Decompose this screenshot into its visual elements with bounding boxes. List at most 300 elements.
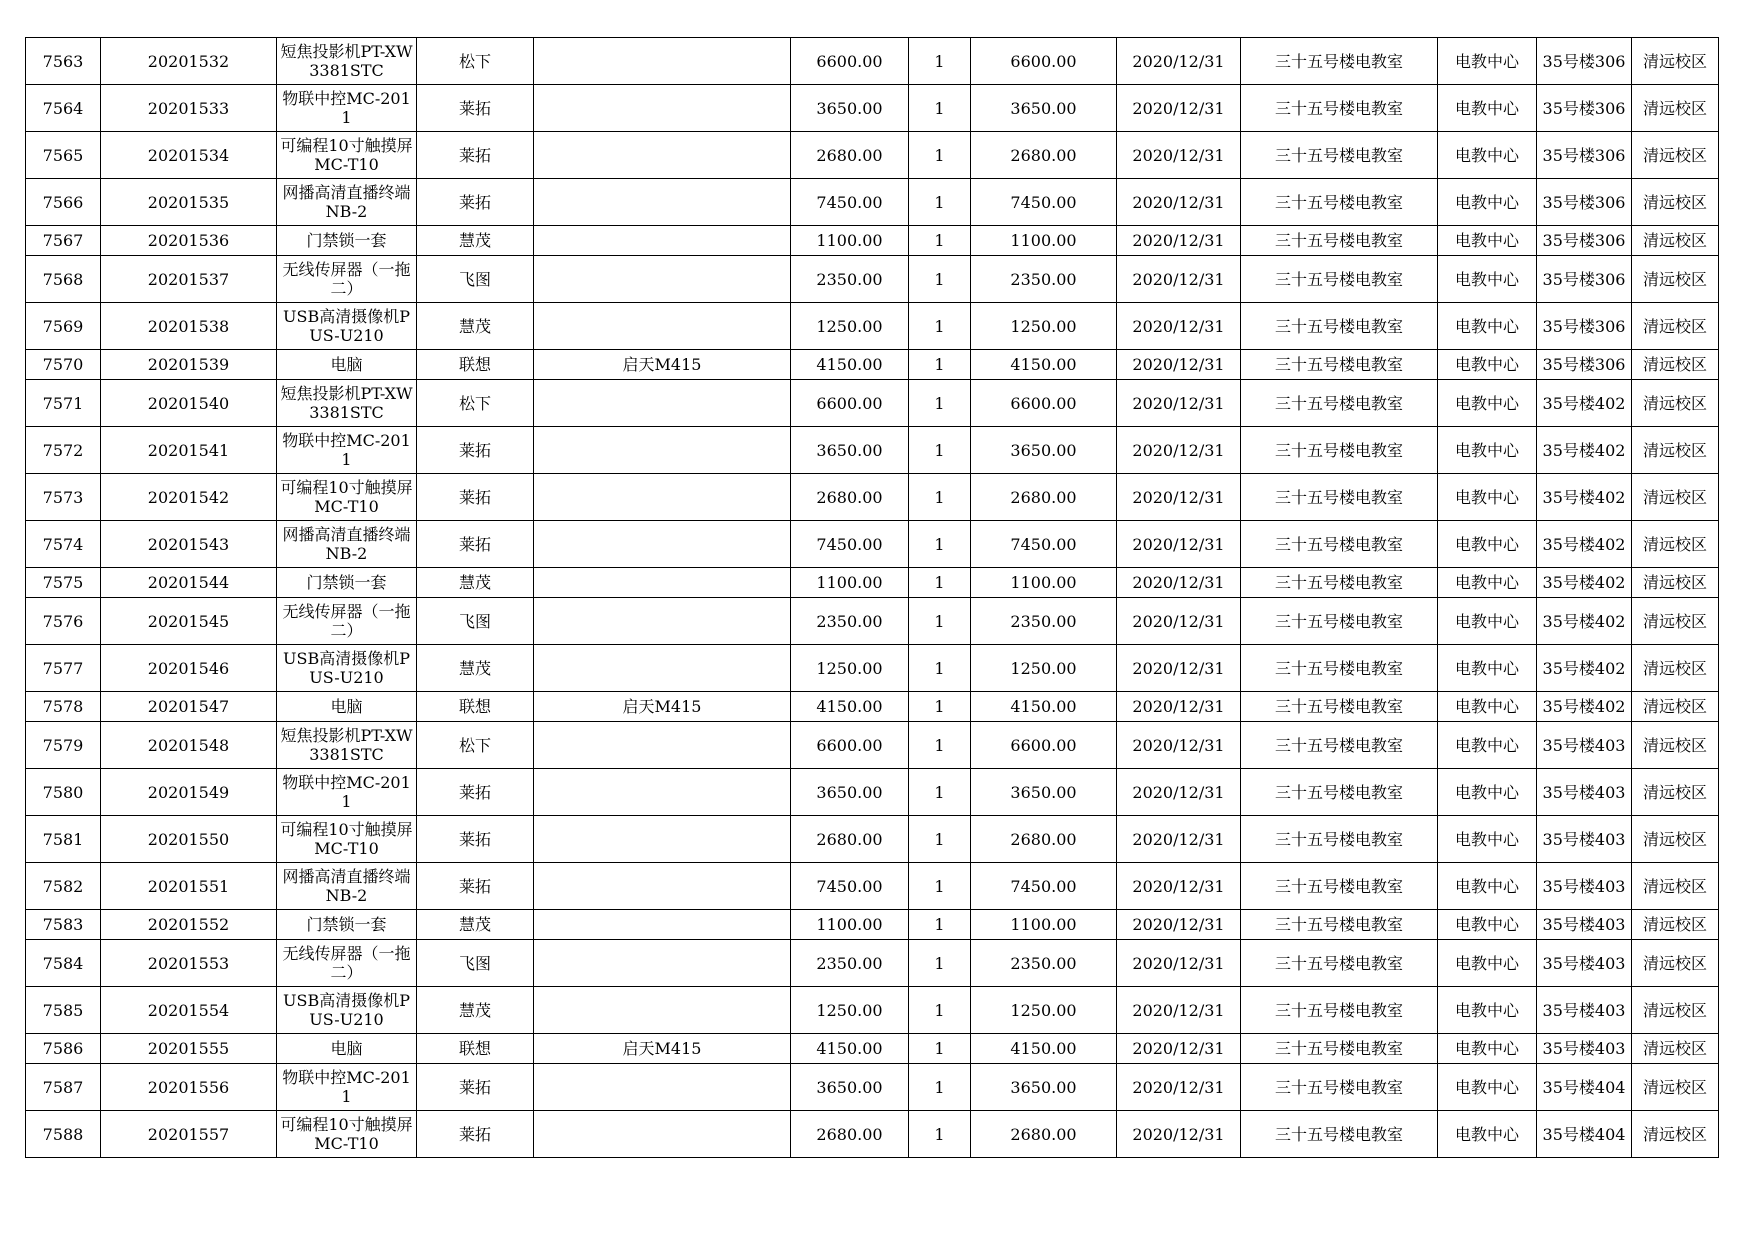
cell-total-amount: 1250.00 — [971, 645, 1117, 692]
cell-row-index: 7581 — [26, 816, 101, 863]
cell-model — [534, 598, 791, 645]
cell-total-amount: 7450.00 — [971, 521, 1117, 568]
cell-purchase-date: 2020/12/31 — [1117, 769, 1241, 816]
cell-brand: 莱拓 — [417, 85, 534, 132]
cell-purchase-date: 2020/12/31 — [1117, 427, 1241, 474]
cell-room: 35号楼404 — [1537, 1111, 1632, 1158]
cell-model — [534, 474, 791, 521]
cell-room: 35号楼402 — [1537, 380, 1632, 427]
cell-purchase-date: 2020/12/31 — [1117, 380, 1241, 427]
cell-location: 三十五号楼电教室 — [1241, 1064, 1438, 1111]
cell-total-amount: 7450.00 — [971, 179, 1117, 226]
cell-quantity: 1 — [909, 1064, 971, 1111]
cell-asset-code: 20201552 — [101, 910, 277, 940]
cell-location: 三十五号楼电教室 — [1241, 722, 1438, 769]
cell-asset-name: 网播高清直播终端NB-2 — [277, 521, 417, 568]
cell-asset-code: 20201556 — [101, 1064, 277, 1111]
cell-campus: 清远校区 — [1632, 722, 1719, 769]
cell-location: 三十五号楼电教室 — [1241, 380, 1438, 427]
cell-brand: 联想 — [417, 350, 534, 380]
cell-purchase-date: 2020/12/31 — [1117, 226, 1241, 256]
cell-campus: 清远校区 — [1632, 350, 1719, 380]
cell-room: 35号楼403 — [1537, 940, 1632, 987]
cell-total-amount: 2350.00 — [971, 598, 1117, 645]
cell-campus: 清远校区 — [1632, 256, 1719, 303]
cell-model — [534, 380, 791, 427]
cell-asset-code: 20201543 — [101, 521, 277, 568]
cell-quantity: 1 — [909, 769, 971, 816]
cell-purchase-date: 2020/12/31 — [1117, 1111, 1241, 1158]
cell-room: 35号楼402 — [1537, 521, 1632, 568]
cell-unit-price: 2680.00 — [791, 474, 909, 521]
cell-asset-name: 短焦投影机PT-XW3381STC — [277, 38, 417, 85]
cell-department: 电教中心 — [1438, 132, 1537, 179]
cell-quantity: 1 — [909, 816, 971, 863]
cell-room: 35号楼306 — [1537, 38, 1632, 85]
cell-location: 三十五号楼电教室 — [1241, 521, 1438, 568]
cell-department: 电教中心 — [1438, 350, 1537, 380]
cell-purchase-date: 2020/12/31 — [1117, 987, 1241, 1034]
cell-room: 35号楼402 — [1537, 427, 1632, 474]
table-row — [26, 1034, 1719, 1064]
cell-brand: 莱拓 — [417, 179, 534, 226]
cell-total-amount: 1100.00 — [971, 910, 1117, 940]
cell-asset-code: 20201542 — [101, 474, 277, 521]
table-row — [26, 598, 1719, 645]
cell-quantity: 1 — [909, 474, 971, 521]
cell-unit-price: 2350.00 — [791, 256, 909, 303]
cell-row-index: 7577 — [26, 645, 101, 692]
cell-total-amount: 2350.00 — [971, 256, 1117, 303]
cell-asset-code: 20201553 — [101, 940, 277, 987]
cell-room: 35号楼306 — [1537, 256, 1632, 303]
cell-row-index: 7570 — [26, 350, 101, 380]
cell-room: 35号楼404 — [1537, 1064, 1632, 1111]
table-row — [26, 132, 1719, 179]
cell-total-amount: 1100.00 — [971, 568, 1117, 598]
cell-model — [534, 987, 791, 1034]
cell-quantity: 1 — [909, 303, 971, 350]
cell-department: 电教中心 — [1438, 179, 1537, 226]
cell-asset-name: 网播高清直播终端NB-2 — [277, 179, 417, 226]
table-row — [26, 1064, 1719, 1111]
cell-brand: 飞图 — [417, 256, 534, 303]
cell-purchase-date: 2020/12/31 — [1117, 940, 1241, 987]
cell-asset-name: 可编程10寸触摸屏MC-T10 — [277, 1111, 417, 1158]
cell-campus: 清远校区 — [1632, 1034, 1719, 1064]
cell-model — [534, 179, 791, 226]
cell-asset-name: USB高清摄像机PUS-U210 — [277, 303, 417, 350]
cell-location: 三十五号楼电教室 — [1241, 987, 1438, 1034]
cell-quantity: 1 — [909, 568, 971, 598]
cell-total-amount: 2680.00 — [971, 1111, 1117, 1158]
cell-purchase-date: 2020/12/31 — [1117, 38, 1241, 85]
cell-department: 电教中心 — [1438, 474, 1537, 521]
cell-brand: 慧茂 — [417, 987, 534, 1034]
cell-department: 电教中心 — [1438, 38, 1537, 85]
cell-asset-code: 20201551 — [101, 863, 277, 910]
cell-department: 电教中心 — [1438, 380, 1537, 427]
cell-department: 电教中心 — [1438, 1034, 1537, 1064]
cell-location: 三十五号楼电教室 — [1241, 226, 1438, 256]
cell-purchase-date: 2020/12/31 — [1117, 256, 1241, 303]
cell-brand: 莱拓 — [417, 427, 534, 474]
cell-campus: 清远校区 — [1632, 1064, 1719, 1111]
cell-brand: 莱拓 — [417, 816, 534, 863]
table-row — [26, 256, 1719, 303]
cell-location: 三十五号楼电教室 — [1241, 38, 1438, 85]
cell-room: 35号楼403 — [1537, 910, 1632, 940]
cell-unit-price: 1100.00 — [791, 226, 909, 256]
cell-purchase-date: 2020/12/31 — [1117, 722, 1241, 769]
cell-row-index: 7583 — [26, 910, 101, 940]
cell-row-index: 7588 — [26, 1111, 101, 1158]
cell-asset-name: 物联中控MC-2011 — [277, 1064, 417, 1111]
cell-quantity: 1 — [909, 1034, 971, 1064]
cell-purchase-date: 2020/12/31 — [1117, 863, 1241, 910]
cell-unit-price: 4150.00 — [791, 1034, 909, 1064]
cell-brand: 莱拓 — [417, 474, 534, 521]
cell-quantity: 1 — [909, 987, 971, 1034]
cell-department: 电教中心 — [1438, 1064, 1537, 1111]
cell-purchase-date: 2020/12/31 — [1117, 1064, 1241, 1111]
cell-quantity: 1 — [909, 256, 971, 303]
cell-asset-name: 物联中控MC-2011 — [277, 427, 417, 474]
cell-model: 启天M415 — [534, 1034, 791, 1064]
cell-unit-price: 2680.00 — [791, 1111, 909, 1158]
cell-asset-code: 20201544 — [101, 568, 277, 598]
cell-department: 电教中心 — [1438, 816, 1537, 863]
cell-location: 三十五号楼电教室 — [1241, 85, 1438, 132]
cell-row-index: 7576 — [26, 598, 101, 645]
cell-department: 电教中心 — [1438, 598, 1537, 645]
table-row — [26, 380, 1719, 427]
cell-unit-price: 3650.00 — [791, 427, 909, 474]
cell-asset-name: 无线传屏器（一拖二） — [277, 598, 417, 645]
cell-model: 启天M415 — [534, 350, 791, 380]
cell-asset-name: 门禁锁一套 — [277, 910, 417, 940]
cell-model — [534, 256, 791, 303]
cell-asset-name: 物联中控MC-2011 — [277, 85, 417, 132]
cell-purchase-date: 2020/12/31 — [1117, 132, 1241, 179]
cell-total-amount: 3650.00 — [971, 427, 1117, 474]
cell-asset-code: 20201554 — [101, 987, 277, 1034]
cell-department: 电教中心 — [1438, 863, 1537, 910]
cell-row-index: 7574 — [26, 521, 101, 568]
cell-asset-name: USB高清摄像机PUS-U210 — [277, 987, 417, 1034]
cell-row-index: 7567 — [26, 226, 101, 256]
cell-brand: 松下 — [417, 38, 534, 85]
cell-unit-price: 7450.00 — [791, 521, 909, 568]
cell-model — [534, 1064, 791, 1111]
cell-department: 电教中心 — [1438, 910, 1537, 940]
table-row — [26, 226, 1719, 256]
cell-room: 35号楼403 — [1537, 1034, 1632, 1064]
cell-brand: 慧茂 — [417, 645, 534, 692]
cell-location: 三十五号楼电教室 — [1241, 940, 1438, 987]
cell-asset-code: 20201545 — [101, 598, 277, 645]
cell-department: 电教中心 — [1438, 987, 1537, 1034]
table-row — [26, 987, 1719, 1034]
cell-quantity: 1 — [909, 940, 971, 987]
cell-model — [534, 722, 791, 769]
cell-campus: 清远校区 — [1632, 132, 1719, 179]
cell-location: 三十五号楼电教室 — [1241, 427, 1438, 474]
cell-unit-price: 2350.00 — [791, 598, 909, 645]
cell-total-amount: 1250.00 — [971, 987, 1117, 1034]
cell-quantity: 1 — [909, 38, 971, 85]
cell-row-index: 7586 — [26, 1034, 101, 1064]
cell-room: 35号楼306 — [1537, 85, 1632, 132]
cell-quantity: 1 — [909, 226, 971, 256]
cell-row-index: 7572 — [26, 427, 101, 474]
cell-campus: 清远校区 — [1632, 85, 1719, 132]
cell-model — [534, 226, 791, 256]
cell-model — [534, 769, 791, 816]
cell-room: 35号楼403 — [1537, 987, 1632, 1034]
cell-brand: 莱拓 — [417, 1111, 534, 1158]
cell-quantity: 1 — [909, 910, 971, 940]
cell-campus: 清远校区 — [1632, 940, 1719, 987]
cell-asset-code: 20201549 — [101, 769, 277, 816]
cell-brand: 慧茂 — [417, 303, 534, 350]
cell-total-amount: 1250.00 — [971, 303, 1117, 350]
cell-brand: 莱拓 — [417, 521, 534, 568]
cell-quantity: 1 — [909, 722, 971, 769]
cell-location: 三十五号楼电教室 — [1241, 256, 1438, 303]
cell-unit-price: 1250.00 — [791, 303, 909, 350]
cell-asset-code: 20201532 — [101, 38, 277, 85]
cell-asset-name: 可编程10寸触摸屏MC-T10 — [277, 474, 417, 521]
cell-department: 电教中心 — [1438, 940, 1537, 987]
cell-location: 三十五号楼电教室 — [1241, 1034, 1438, 1064]
table-row — [26, 1111, 1719, 1158]
cell-model — [534, 85, 791, 132]
cell-quantity: 1 — [909, 645, 971, 692]
cell-campus: 清远校区 — [1632, 521, 1719, 568]
cell-campus: 清远校区 — [1632, 598, 1719, 645]
cell-unit-price: 1250.00 — [791, 987, 909, 1034]
cell-total-amount: 6600.00 — [971, 38, 1117, 85]
cell-quantity: 1 — [909, 863, 971, 910]
cell-asset-code: 20201548 — [101, 722, 277, 769]
cell-campus: 清远校区 — [1632, 987, 1719, 1034]
cell-row-index: 7563 — [26, 38, 101, 85]
cell-quantity: 1 — [909, 598, 971, 645]
cell-model — [534, 863, 791, 910]
cell-model — [534, 568, 791, 598]
cell-total-amount: 4150.00 — [971, 350, 1117, 380]
cell-purchase-date: 2020/12/31 — [1117, 645, 1241, 692]
table-row — [26, 940, 1719, 987]
cell-asset-code: 20201538 — [101, 303, 277, 350]
table-row — [26, 910, 1719, 940]
cell-department: 电教中心 — [1438, 722, 1537, 769]
cell-department: 电教中心 — [1438, 645, 1537, 692]
cell-location: 三十五号楼电教室 — [1241, 303, 1438, 350]
cell-unit-price: 2680.00 — [791, 132, 909, 179]
cell-asset-name: USB高清摄像机PUS-U210 — [277, 645, 417, 692]
cell-model — [534, 132, 791, 179]
cell-row-index: 7579 — [26, 722, 101, 769]
cell-total-amount: 2680.00 — [971, 816, 1117, 863]
cell-brand: 莱拓 — [417, 863, 534, 910]
cell-row-index: 7573 — [26, 474, 101, 521]
cell-unit-price: 3650.00 — [791, 1064, 909, 1111]
cell-asset-code: 20201539 — [101, 350, 277, 380]
cell-department: 电教中心 — [1438, 427, 1537, 474]
cell-asset-name: 物联中控MC-2011 — [277, 769, 417, 816]
cell-unit-price: 4150.00 — [791, 350, 909, 380]
cell-model — [534, 940, 791, 987]
table-row — [26, 816, 1719, 863]
cell-asset-name: 短焦投影机PT-XW3381STC — [277, 722, 417, 769]
table-row — [26, 303, 1719, 350]
cell-location: 三十五号楼电教室 — [1241, 1111, 1438, 1158]
cell-total-amount: 2350.00 — [971, 940, 1117, 987]
cell-unit-price: 4150.00 — [791, 692, 909, 722]
cell-asset-code: 20201534 — [101, 132, 277, 179]
cell-row-index: 7564 — [26, 85, 101, 132]
cell-room: 35号楼402 — [1537, 474, 1632, 521]
cell-room: 35号楼403 — [1537, 722, 1632, 769]
cell-location: 三十五号楼电教室 — [1241, 132, 1438, 179]
cell-campus: 清远校区 — [1632, 816, 1719, 863]
cell-quantity: 1 — [909, 380, 971, 427]
cell-row-index: 7569 — [26, 303, 101, 350]
cell-asset-code: 20201550 — [101, 816, 277, 863]
asset-table — [25, 37, 1719, 1158]
cell-location: 三十五号楼电教室 — [1241, 816, 1438, 863]
cell-unit-price: 3650.00 — [791, 769, 909, 816]
cell-brand: 飞图 — [417, 598, 534, 645]
cell-row-index: 7568 — [26, 256, 101, 303]
cell-quantity: 1 — [909, 427, 971, 474]
cell-unit-price: 6600.00 — [791, 38, 909, 85]
cell-brand: 联想 — [417, 1034, 534, 1064]
cell-room: 35号楼306 — [1537, 179, 1632, 226]
cell-brand: 慧茂 — [417, 568, 534, 598]
cell-purchase-date: 2020/12/31 — [1117, 303, 1241, 350]
cell-room: 35号楼402 — [1537, 568, 1632, 598]
cell-row-index: 7585 — [26, 987, 101, 1034]
cell-campus: 清远校区 — [1632, 474, 1719, 521]
cell-total-amount: 6600.00 — [971, 722, 1117, 769]
cell-campus: 清远校区 — [1632, 568, 1719, 598]
cell-unit-price: 1100.00 — [791, 910, 909, 940]
table-row — [26, 863, 1719, 910]
cell-department: 电教中心 — [1438, 85, 1537, 132]
cell-campus: 清远校区 — [1632, 303, 1719, 350]
cell-campus: 清远校区 — [1632, 427, 1719, 474]
cell-unit-price: 3650.00 — [791, 85, 909, 132]
cell-asset-code: 20201541 — [101, 427, 277, 474]
cell-department: 电教中心 — [1438, 769, 1537, 816]
cell-room: 35号楼403 — [1537, 816, 1632, 863]
cell-room: 35号楼403 — [1537, 863, 1632, 910]
cell-total-amount: 1100.00 — [971, 226, 1117, 256]
cell-asset-name: 无线传屏器（一拖二） — [277, 940, 417, 987]
cell-campus: 清远校区 — [1632, 380, 1719, 427]
cell-asset-code: 20201540 — [101, 380, 277, 427]
table-row — [26, 769, 1719, 816]
cell-brand: 慧茂 — [417, 226, 534, 256]
cell-asset-name: 可编程10寸触摸屏MC-T10 — [277, 816, 417, 863]
cell-location: 三十五号楼电教室 — [1241, 179, 1438, 226]
cell-total-amount: 2680.00 — [971, 132, 1117, 179]
cell-brand: 莱拓 — [417, 769, 534, 816]
cell-total-amount: 2680.00 — [971, 474, 1117, 521]
cell-asset-code: 20201547 — [101, 692, 277, 722]
cell-room: 35号楼402 — [1537, 692, 1632, 722]
cell-quantity: 1 — [909, 179, 971, 226]
cell-purchase-date: 2020/12/31 — [1117, 598, 1241, 645]
cell-purchase-date: 2020/12/31 — [1117, 910, 1241, 940]
cell-campus: 清远校区 — [1632, 179, 1719, 226]
cell-row-index: 7565 — [26, 132, 101, 179]
cell-campus: 清远校区 — [1632, 226, 1719, 256]
cell-asset-name: 门禁锁一套 — [277, 226, 417, 256]
cell-asset-name: 电脑 — [277, 692, 417, 722]
cell-brand: 莱拓 — [417, 132, 534, 179]
cell-asset-name: 电脑 — [277, 350, 417, 380]
table-row — [26, 474, 1719, 521]
cell-brand: 飞图 — [417, 940, 534, 987]
cell-campus: 清远校区 — [1632, 38, 1719, 85]
cell-total-amount: 3650.00 — [971, 769, 1117, 816]
cell-quantity: 1 — [909, 692, 971, 722]
table-row — [26, 350, 1719, 380]
cell-campus: 清远校区 — [1632, 910, 1719, 940]
cell-quantity: 1 — [909, 1111, 971, 1158]
cell-location: 三十五号楼电教室 — [1241, 769, 1438, 816]
cell-campus: 清远校区 — [1632, 645, 1719, 692]
cell-department: 电教中心 — [1438, 226, 1537, 256]
table-row — [26, 722, 1719, 769]
cell-purchase-date: 2020/12/31 — [1117, 568, 1241, 598]
cell-asset-name: 网播高清直播终端NB-2 — [277, 863, 417, 910]
cell-model — [534, 1111, 791, 1158]
cell-asset-name: 可编程10寸触摸屏MC-T10 — [277, 132, 417, 179]
cell-row-index: 7578 — [26, 692, 101, 722]
cell-purchase-date: 2020/12/31 — [1117, 350, 1241, 380]
table-row — [26, 38, 1719, 85]
cell-asset-name: 门禁锁一套 — [277, 568, 417, 598]
cell-unit-price: 7450.00 — [791, 179, 909, 226]
cell-row-index: 7571 — [26, 380, 101, 427]
cell-unit-price: 6600.00 — [791, 722, 909, 769]
cell-room: 35号楼402 — [1537, 645, 1632, 692]
cell-asset-code: 20201535 — [101, 179, 277, 226]
cell-quantity: 1 — [909, 132, 971, 179]
cell-asset-code: 20201533 — [101, 85, 277, 132]
cell-asset-code: 20201546 — [101, 645, 277, 692]
cell-unit-price: 7450.00 — [791, 863, 909, 910]
cell-purchase-date: 2020/12/31 — [1117, 179, 1241, 226]
cell-model — [534, 816, 791, 863]
asset-table-body — [26, 38, 1719, 1158]
cell-purchase-date: 2020/12/31 — [1117, 85, 1241, 132]
cell-brand: 莱拓 — [417, 1064, 534, 1111]
cell-department: 电教中心 — [1438, 521, 1537, 568]
cell-location: 三十五号楼电教室 — [1241, 598, 1438, 645]
cell-row-index: 7575 — [26, 568, 101, 598]
cell-quantity: 1 — [909, 350, 971, 380]
table-row — [26, 645, 1719, 692]
cell-model — [534, 521, 791, 568]
cell-model — [534, 38, 791, 85]
cell-model — [534, 303, 791, 350]
